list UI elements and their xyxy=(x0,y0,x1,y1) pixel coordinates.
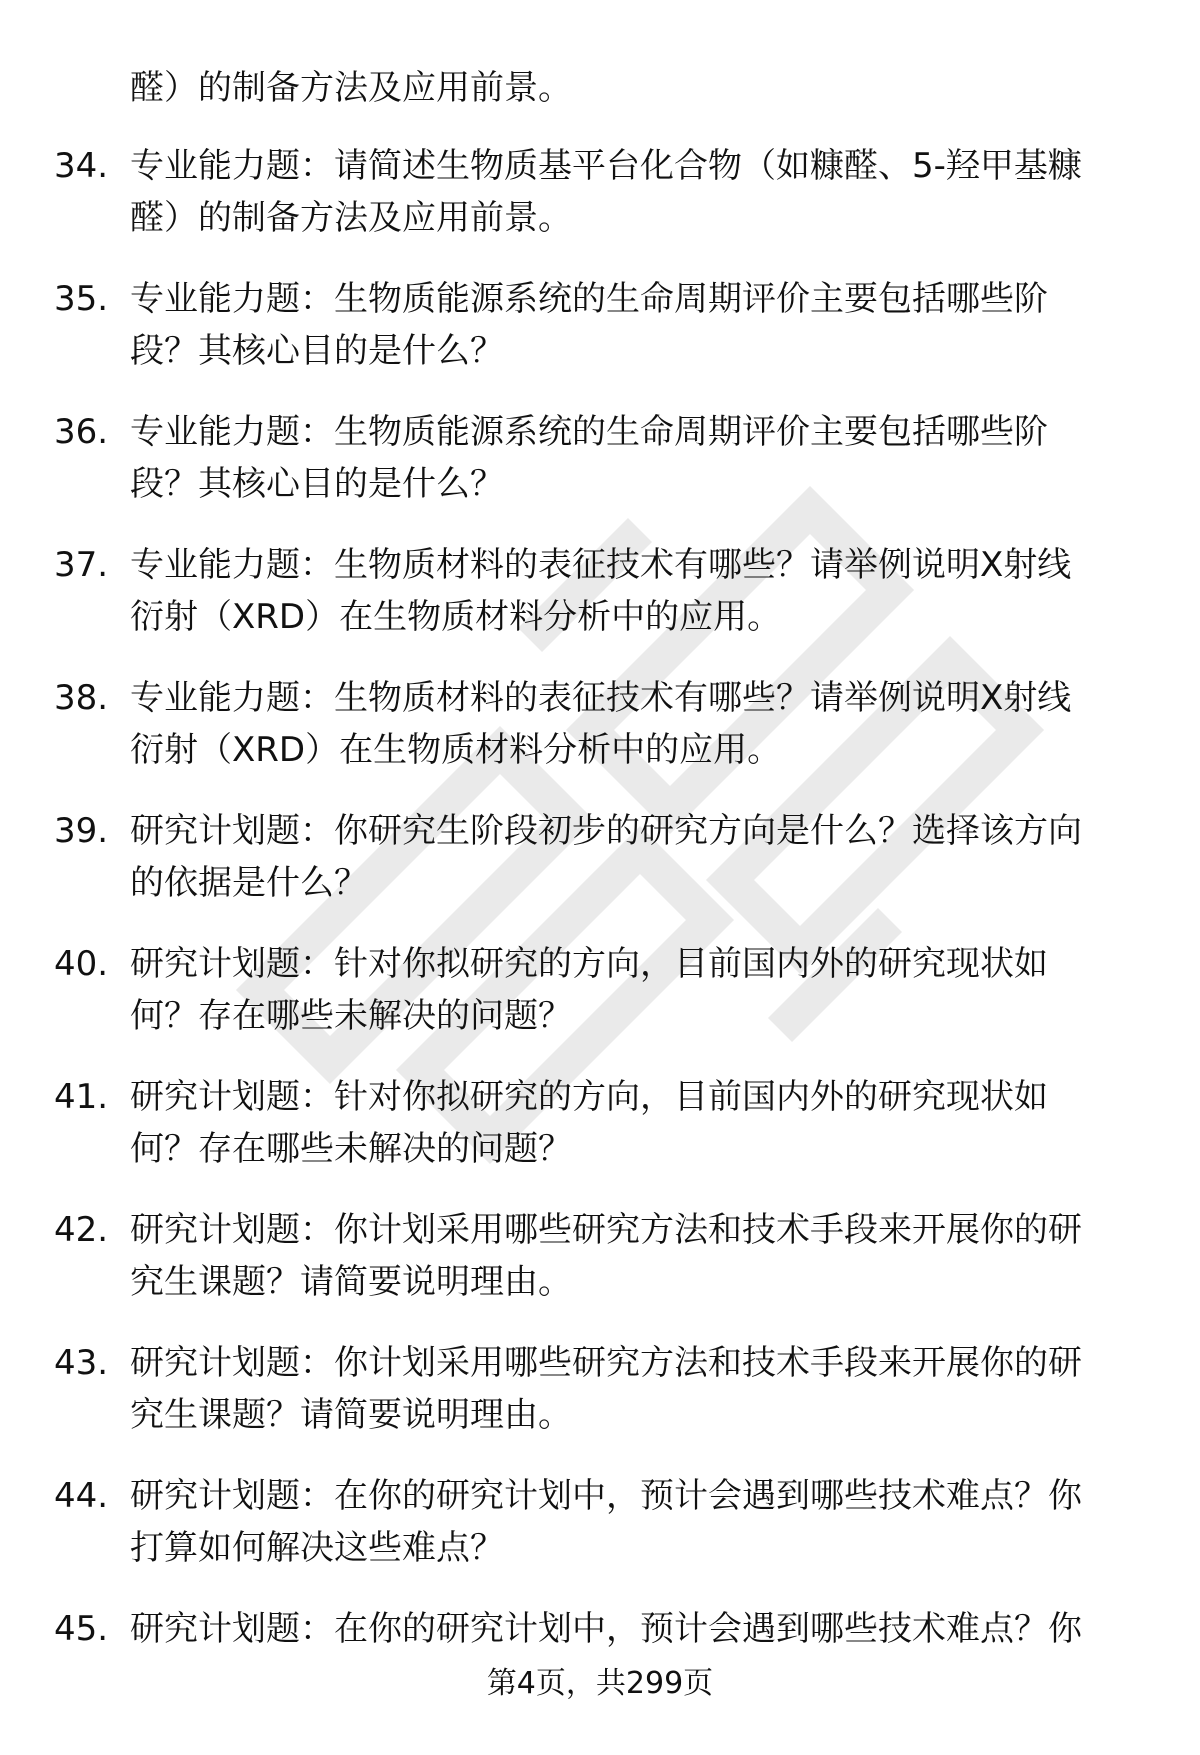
question-text xyxy=(130,1204,1140,1308)
question-item-44 xyxy=(0,1470,1200,1603)
question-number: 35. xyxy=(54,279,109,319)
continuation-line: 醛）的制备方法及应用前景。 xyxy=(130,68,572,108)
question-line: 研究计划题：在你的研究计划中，预计会遇到哪些技术难点？你 xyxy=(130,1609,1082,1649)
question-line: 打算如何解决这些难点？ xyxy=(130,1528,504,1568)
question-number: 36. xyxy=(54,412,109,452)
question-line: 醛）的制备方法及应用前景。 xyxy=(130,198,572,238)
question-line: 衍射（XRD）在生物质材料分析中的应用。 xyxy=(130,730,782,770)
question-text xyxy=(130,406,1140,510)
question-number: 45. xyxy=(54,1609,109,1649)
question-number: 44. xyxy=(54,1476,109,1516)
question-text xyxy=(130,140,1140,244)
question-line: 段？其核心目的是什么？ xyxy=(130,464,504,504)
question-item-35 xyxy=(0,273,1200,406)
question-text xyxy=(130,539,1140,643)
question-line: 专业能力题：生物质能源系统的生命周期评价主要包括哪些阶 xyxy=(130,279,1048,319)
question-number: 34. xyxy=(54,146,109,186)
question-line: 衍射（XRD）在生物质材料分析中的应用。 xyxy=(130,597,782,637)
question-line: 专业能力题：生物质材料的表征技术有哪些？请举例说明X射线 xyxy=(130,678,1072,718)
question-line: 研究计划题：你研究生阶段初步的研究方向是什么？选择该方向 xyxy=(130,811,1082,851)
question-item-41 xyxy=(0,1071,1200,1204)
page-footer: 第4页，共299页 xyxy=(486,1666,714,1701)
question-item-42 xyxy=(0,1204,1200,1337)
question-line: 研究计划题：在你的研究计划中，预计会遇到哪些技术难点？你 xyxy=(130,1476,1082,1516)
question-line: 专业能力题：生物质材料的表征技术有哪些？请举例说明X射线 xyxy=(130,545,1072,585)
question-item-34 xyxy=(0,140,1200,273)
question-text xyxy=(130,273,1140,377)
question-text xyxy=(130,1603,1140,1655)
question-number: 37. xyxy=(54,545,109,585)
question-number: 43. xyxy=(54,1343,109,1383)
question-number: 38. xyxy=(54,678,109,718)
question-text xyxy=(130,1071,1140,1175)
question-line: 究生课题？请简要说明理由。 xyxy=(130,1262,572,1302)
question-line: 何？存在哪些未解决的问题？ xyxy=(130,1129,572,1169)
question-text xyxy=(130,1337,1140,1441)
question-item-37 xyxy=(0,539,1200,672)
question-item-40 xyxy=(0,938,1200,1071)
question-line: 段？其核心目的是什么？ xyxy=(130,331,504,371)
question-number: 40. xyxy=(54,944,109,984)
question-number: 42. xyxy=(54,1210,109,1250)
question-line: 究生课题？请简要说明理由。 xyxy=(130,1395,572,1435)
question-line: 研究计划题：针对你拟研究的方向，目前国内外的研究现状如 xyxy=(130,1077,1048,1117)
question-text xyxy=(130,672,1140,776)
question-line: 研究计划题：针对你拟研究的方向，目前国内外的研究现状如 xyxy=(130,944,1048,984)
question-text xyxy=(130,805,1140,909)
question-item-43 xyxy=(0,1337,1200,1470)
question-number: 39. xyxy=(54,811,109,851)
question-line: 何？存在哪些未解决的问题？ xyxy=(130,996,572,1036)
question-text xyxy=(130,938,1140,1042)
question-list xyxy=(0,140,1200,1736)
question-line: 专业能力题：生物质能源系统的生命周期评价主要包括哪些阶 xyxy=(130,412,1048,452)
question-item-38 xyxy=(0,672,1200,805)
question-line: 研究计划题：你计划采用哪些研究方法和技术手段来开展你的研 xyxy=(130,1210,1082,1250)
question-line: 研究计划题：你计划采用哪些研究方法和技术手段来开展你的研 xyxy=(130,1343,1082,1383)
question-number: 41. xyxy=(54,1077,109,1117)
question-line: 专业能力题：请简述生物质基平台化合物（如糠醛、5-羟甲基糠 xyxy=(130,146,1082,186)
question-text xyxy=(130,1470,1140,1574)
question-item-39 xyxy=(0,805,1200,938)
question-line: 的依据是什么？ xyxy=(130,863,368,903)
question-item-36 xyxy=(0,406,1200,539)
